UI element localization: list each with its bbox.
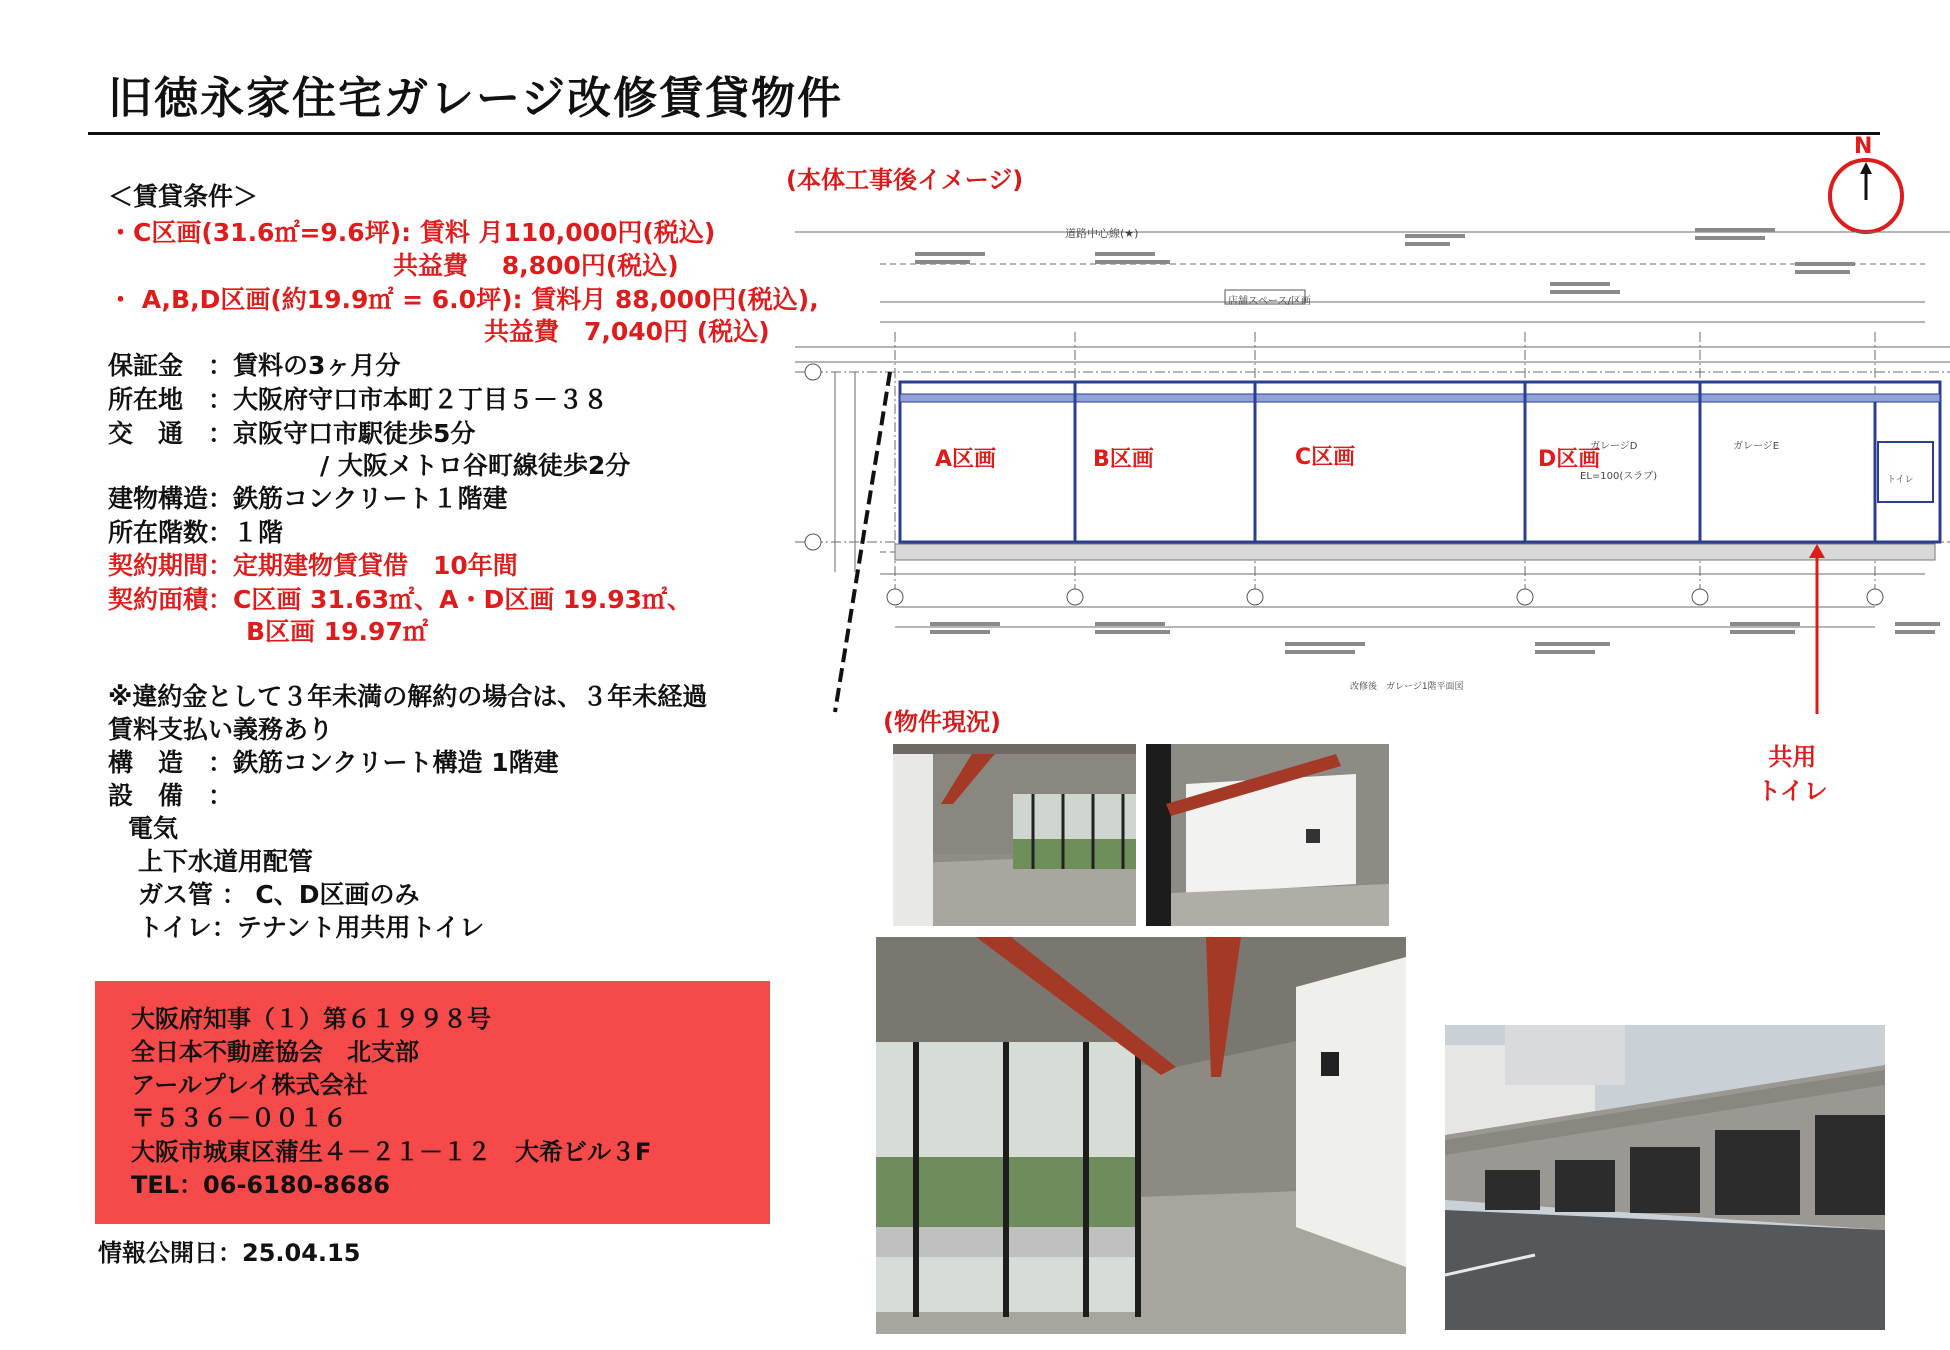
section-c-label: C区画 (1295, 445, 1356, 470)
abd-section-fee: 共益費 7,040円 (税込) (484, 317, 770, 346)
penalty-note-2: 賃料支払い義務あり (108, 715, 334, 744)
page-title: 旧徳永家住宅ガレージ改修賃貸物件 (108, 73, 844, 124)
section-b-label: B区画 (1093, 447, 1154, 472)
agent-license: 大阪府知事（１）第６１９９８号 (131, 1005, 491, 1033)
garage-d-label: ガレージD (1590, 441, 1638, 452)
contract-period: 契約期間：定期建物賃貸借 10年間 (108, 551, 518, 580)
photos-caption: (物件現況) (883, 708, 1001, 736)
agent-tel: TEL：06-6180-8686 (131, 1171, 390, 1199)
interior-photo-3 (876, 937, 1406, 1334)
section-a-label: A区画 (935, 447, 997, 472)
shared-toilet-label (1757, 740, 1828, 808)
conditions-heading: ＜賃貸条件＞ (108, 182, 259, 211)
floor-plan (795, 222, 1950, 714)
drawing-title: 改修後 ガレージ1階平面図 (1350, 682, 1464, 692)
contract-area-2: B区画 19.97㎡ (246, 617, 428, 646)
compass-north: N (1854, 134, 1873, 159)
agent-company: アールプレイ株式会社 (131, 1071, 368, 1099)
building-structure: 建物構造：鉄筋コンクリート１階建 (108, 484, 508, 513)
agent-postal: 〒５３６－００１６ (131, 1104, 347, 1132)
published-date: 情報公開日：25.04.15 (98, 1239, 361, 1267)
equipment-electric: 電気 (128, 814, 179, 843)
shop-label: 店舗スペース/区画 (1228, 296, 1311, 307)
equipment-toilet: トイレ：テナント用共用トイレ (138, 913, 485, 942)
interior-photo-2 (1146, 744, 1389, 926)
road-label: 道路中心線(★) (1065, 227, 1139, 240)
equipment-water: 上下水道用配管 (138, 847, 314, 876)
floor: 所在階数：１階 (108, 518, 284, 547)
c-section-rent: ・C区画(31.6㎡=9.6坪): 賃料 月110,000円(税込) (108, 218, 716, 247)
contract-area-1: 契約面積：C区画 31.63㎡、A・D区画 19.93㎡、 (108, 585, 693, 614)
interior-photo-1 (893, 744, 1136, 926)
transport-1: 交 通 ：京阪守口市駅徒歩5分 (108, 419, 476, 448)
plan-caption: (本体工事後イメージ) (786, 166, 1024, 194)
penalty-note-1: ※違約金として３年未満の解約の場合は、３年未経過 (108, 682, 708, 711)
equipment-gas: ガス管 ： C、D区画のみ (138, 880, 420, 909)
agent-address: 大阪市城東区蒲生４－２１－１２ 大希ビル３F (131, 1138, 652, 1166)
section-d-label: D区画 (1538, 447, 1601, 472)
exterior-photo (1445, 1025, 1885, 1330)
title-rule (88, 132, 1880, 135)
structure-note: 構 造 ：鉄筋コンクリート構造 1階建 (108, 748, 559, 777)
deposit: 保証金 ：賃料の3ヶ月分 (108, 351, 401, 380)
garage-e-label: ガレージE (1733, 441, 1780, 452)
agent-association: 全日本不動産協会 北支部 (131, 1038, 419, 1066)
abd-section-rent: ・ A,B,D区画(約19.9㎡ = 6.0坪): 賃料月 88,000円(税込), (108, 285, 819, 314)
location: 所在地 ：大阪府守口市本町２丁目５－３８ (108, 385, 609, 414)
toilet-room-label: トイレ (1887, 475, 1914, 485)
c-section-fee: 共益費 8,800円(税込) (393, 251, 679, 280)
transport-2: / 大阪メトロ谷町線徒歩2分 (320, 451, 631, 480)
equipment-label: 設 備 ： (108, 781, 234, 810)
el-label: EL=100(スラブ) (1580, 471, 1658, 482)
shared-toilet-label-1: 共用 (1768, 743, 1817, 771)
shared-toilet-label-2: トイレ (1757, 777, 1828, 805)
agent-box (95, 981, 770, 1224)
